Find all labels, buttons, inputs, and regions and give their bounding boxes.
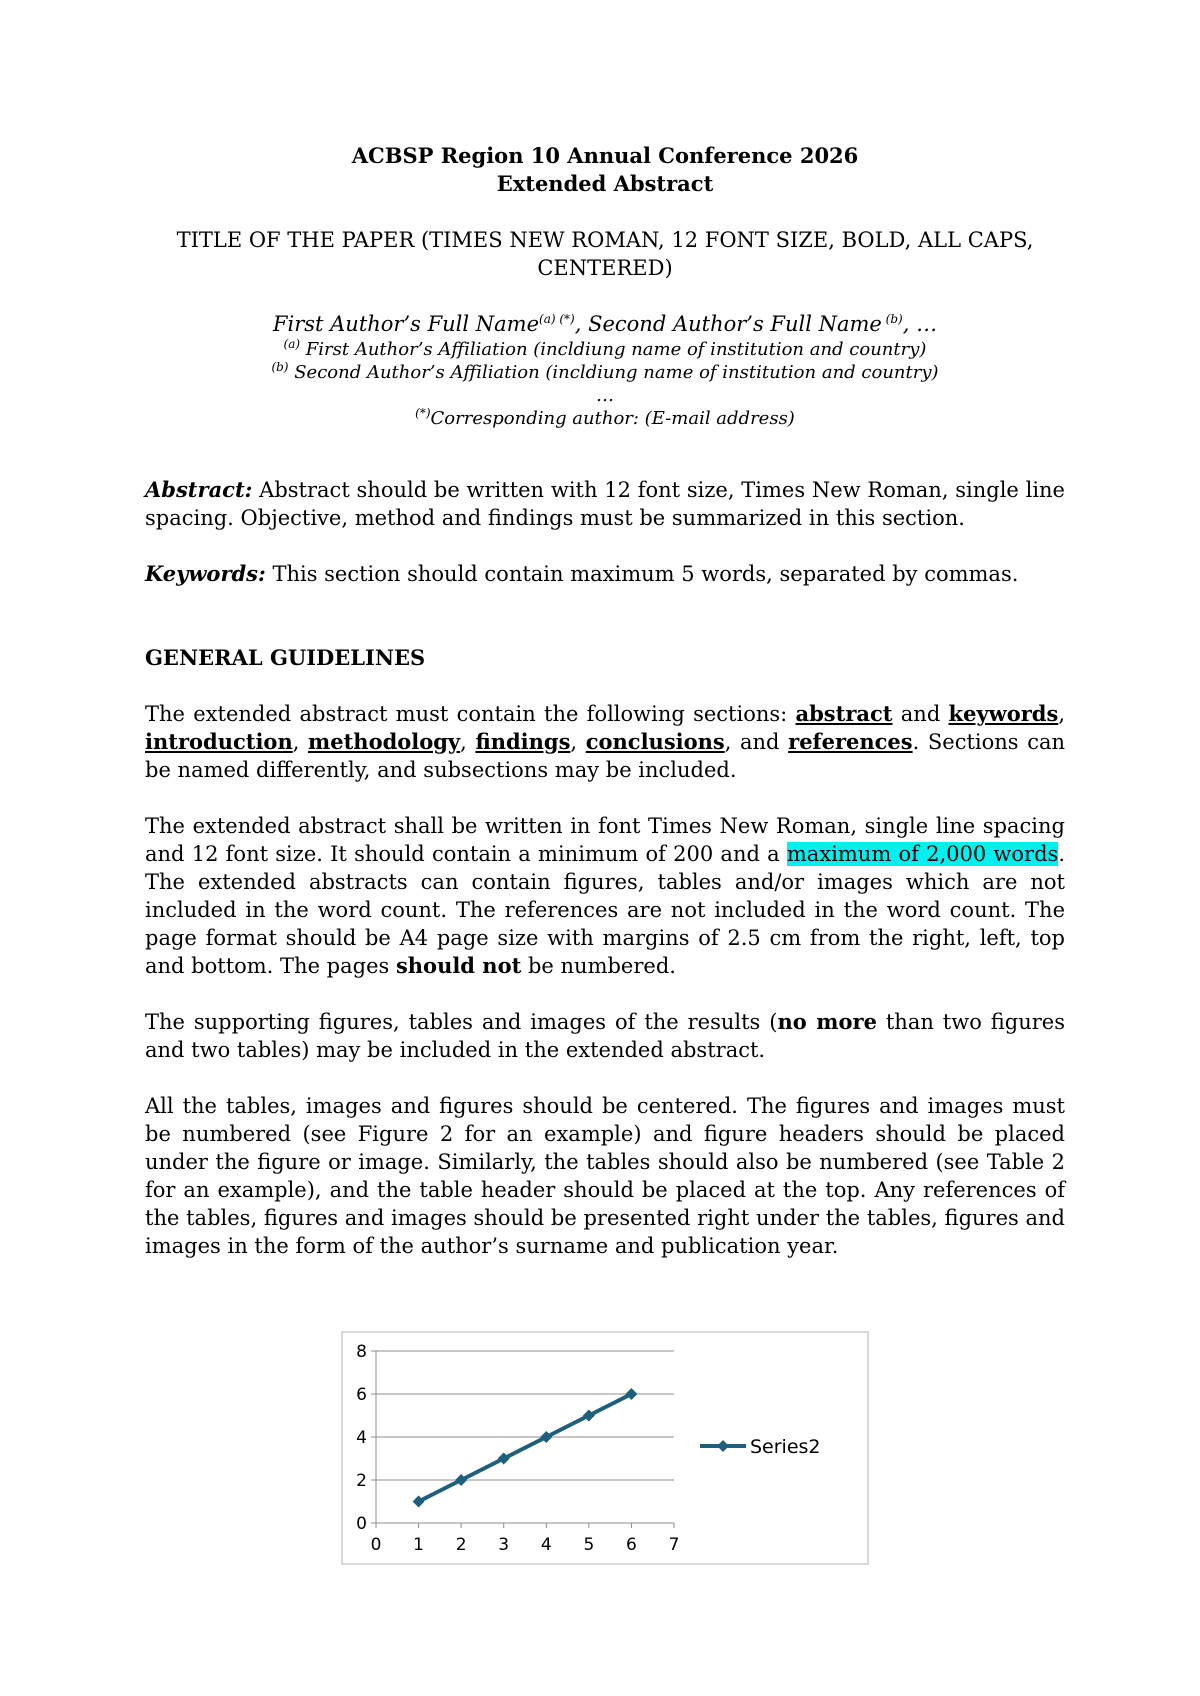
p3-text-1: The supporting figures, tables and images of the results ( (145, 1010, 778, 1034)
x-tick-label-4: 4 (540, 1535, 552, 1555)
affiliation-ellipsis: … (596, 385, 614, 406)
author-line (145, 310, 1065, 338)
p2-text-2: . The extended abstracts can contain figures, tables and/or images which are not included in the word count. The references are not included in the word count. The page format should be A4 page size with margins of 2.5 cm from the right, left, top and bottom. The pages (145, 842, 1065, 978)
document-body (145, 142, 1065, 1260)
p1-text-1: The extended abstract must contain the following sections: (145, 702, 796, 726)
x-tick-label-6: 6 (626, 1535, 637, 1555)
x-tick-label-3: 3 (498, 1535, 510, 1555)
paper-title-line-2: CENTERED) (537, 256, 673, 280)
guidelines-paragraph-3 (145, 1008, 1065, 1064)
affiliation-a-sup: (a) (283, 337, 301, 351)
first-author-name: First Author’s Full Name (272, 312, 540, 336)
conference-title: ACBSP Region 10 Annual Conference 2026 (351, 143, 859, 168)
keywords-paragraph (145, 560, 1065, 588)
p2-text-3: be numbered. (521, 954, 676, 978)
p2-bold-should-not: should not (395, 953, 522, 978)
abstract-label: Abstract: (145, 477, 253, 502)
section-name-conclusions: conclusions (585, 729, 725, 754)
p3-bold-no-more: no more (777, 1009, 877, 1034)
x-tick-label-1: 1 (413, 1535, 424, 1555)
affiliation-a-text: First Author’s Affiliation (incldiung name of institution and country) (300, 339, 927, 360)
keywords-label: Keywords: (145, 561, 266, 586)
y-tick-label-1: 2 (356, 1471, 367, 1491)
x-tick-label-5: 5 (583, 1535, 595, 1555)
author-separator: , (574, 312, 589, 336)
keywords-text: This section should contain maximum 5 words, separated by commas. (265, 562, 1019, 586)
p1-text-6: , (570, 730, 586, 754)
affiliation-b-text: Second Author’s Affiliation (incldiung name of institution and country) (288, 362, 939, 383)
y-tick-label-2: 4 (356, 1428, 367, 1448)
paper-title-line-1: TITLE OF THE PAPER (TIMES NEW ROMAN, 12 FONT SIZE, BOLD, ALL CAPS, (176, 228, 1034, 252)
p1-text-7: , and (724, 730, 789, 754)
y-tick-label-0: 0 (356, 1514, 367, 1534)
p1-text-5: , (460, 730, 476, 754)
legend-marker-0 (717, 1440, 729, 1452)
x-tick-label-0: 0 (370, 1535, 382, 1555)
corresponding-text: Corresponding author: (E-mail address) (430, 408, 795, 429)
second-author-name: Second Author’s Full Name (588, 312, 882, 336)
affiliation-b-sup: (b) (271, 360, 289, 374)
p1-text-4: , (292, 730, 309, 754)
affiliation-b (145, 361, 1065, 384)
y-tick-label-4: 8 (356, 1342, 367, 1362)
highlighted-word-limit: maximum of 2,000 words (786, 842, 1059, 866)
section-name-methodology: methodology (308, 729, 461, 754)
x-tick-label-2: 2 (455, 1535, 467, 1555)
affiliation-a (145, 338, 1065, 361)
author-tail: , … (902, 312, 938, 336)
p2-text-1: The extended abstract shall be written in font Times New Roman, single line spacing and 12 font size. It should contain a minimum of 200 and a (145, 814, 1065, 866)
legend-label-0: Series2 (750, 1436, 821, 1458)
corresponding-sup: (*) (415, 406, 431, 420)
guidelines-paragraph-4: All the tables, images and figures should be centered. The figures and images must be numbered (see Figure 2 for an example) and figure headers should be placed under the figure or image. Similarly, the tables should also be numbered (see Table 2 for an example), and the table header should be placed at the top. Any references of the tables, figures and images should be presented right under the tables, figures and images in the form of the author’s surname and publication year. (145, 1094, 1065, 1258)
abstract-text: Abstract should be written with 12 font size, Times New Roman, single line spacing. Objective, method and findings must be summarized in this section. (145, 478, 1065, 530)
chart-svg (343, 1333, 867, 1563)
section-heading: GENERAL GUIDELINES (145, 645, 426, 670)
second-author-sup: (b) (881, 312, 903, 326)
p1-text-8: . Sections can be named differently, and subsections may be included. (145, 730, 1065, 782)
section-name-abstract: abstract (795, 701, 893, 726)
guidelines-paragraph-2 (145, 812, 1065, 980)
figure-line-chart (341, 1331, 869, 1565)
x-tick-label-7: 7 (668, 1535, 680, 1555)
section-name-findings: findings (475, 729, 571, 754)
section-name-references: references (788, 729, 913, 754)
first-author-sup: (a) (*) (539, 312, 575, 326)
y-tick-label-3: 6 (356, 1385, 367, 1405)
section-name-keywords: keywords (948, 701, 1059, 726)
corresponding-author (145, 407, 1065, 430)
document-type: Extended Abstract (496, 171, 714, 196)
section-name-introduction: introduction (145, 729, 293, 754)
p1-text-3: , (1058, 702, 1065, 726)
guidelines-paragraph-1 (145, 700, 1065, 784)
series-line-0 (419, 1394, 632, 1502)
p3-text-2: than two figures and two tables) may be included in the extended abstract. (145, 1010, 1065, 1062)
p1-text-2: and (892, 702, 949, 726)
abstract-paragraph (145, 476, 1065, 532)
